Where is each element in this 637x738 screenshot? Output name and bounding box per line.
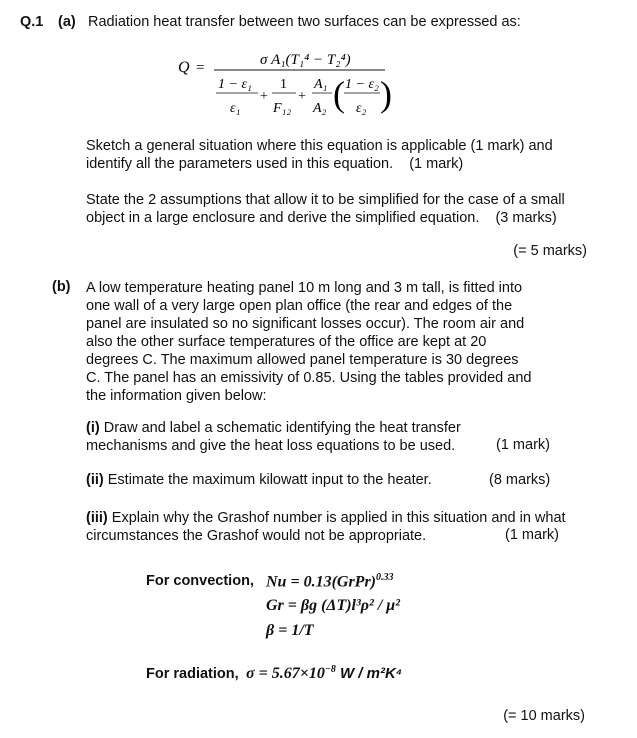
nusselt-equation-body: Nu = 0.13(GrPr) <box>266 573 377 591</box>
term2-numerator: 1 <box>280 77 287 92</box>
item-i-label: (i) <box>86 420 100 436</box>
term3-area-denominator: A₂ <box>313 101 327 116</box>
part-b-total-marks: (= 10 marks) <box>503 708 585 724</box>
term3-emissivity-numerator: 1 − ε₂ <box>345 77 379 92</box>
item-iii-marks: (1 mark) <box>505 527 559 543</box>
equation-lhs: Q <box>178 59 190 76</box>
radiation-equation <box>170 40 410 122</box>
part-a-paragraph-1 <box>86 137 553 173</box>
item-i-line-1: Draw and label a schematic identifying the heat transfer <box>103 420 461 436</box>
stefan-boltzmann-exponent: −8 <box>324 664 336 675</box>
nusselt-exponent: 0.33 <box>376 572 394 583</box>
right-paren: ) <box>380 74 392 114</box>
part-a-paragraph-2-line-2: object in a large enclosure and derive the simplified equation. (3 marks) <box>86 210 557 226</box>
part-a-paragraph-2 <box>86 191 565 227</box>
part-a-label: (a) <box>58 14 76 30</box>
item-i <box>86 419 461 455</box>
part-b-line: A low temperature heating panel 10 m long and 3 m tall, is fitted into <box>86 280 523 296</box>
item-iii-label: (iii) <box>86 510 108 526</box>
item-ii-marks: (8 marks) <box>489 472 551 488</box>
term1-numerator: 1 − ε₁ <box>218 77 252 92</box>
item-ii-text: Estimate the maximum kilowatt input to the heater. <box>107 472 432 488</box>
part-b-label: (b) <box>52 279 71 295</box>
question-number: Q.1 <box>20 14 44 30</box>
item-iii-line-1: Explain why the Grashof number is applied in this situation and in what <box>111 510 566 526</box>
item-ii-label: (ii) <box>86 472 104 488</box>
term2-denominator: F₁₂ <box>273 101 292 116</box>
item-ii <box>86 472 432 488</box>
term3-area-numerator: A₁ <box>314 77 328 92</box>
stefan-boltzmann-units: W / m²K⁴ <box>339 664 403 682</box>
part-b-line: C. The panel has an emissivity of 0.85. Using the tables provided and <box>86 370 532 386</box>
left-paren: ( <box>333 74 345 114</box>
part-b-line: the information given below: <box>86 388 267 404</box>
part-a-paragraph-1-line-2: identify all the parameters used in this equation. (1 mark) <box>86 156 464 172</box>
part-a-total-marks: (= 5 marks) <box>513 243 587 259</box>
term1-denominator: ε₁ <box>230 101 241 116</box>
part-b-line: degrees C. The maximum allowed panel temperature is 30 degrees <box>86 352 519 368</box>
item-i-line-2: mechanisms and give the heat loss equations to be used. <box>86 438 456 454</box>
convection-label: For convection, <box>146 573 254 589</box>
term3-emissivity-denominator: ε₂ <box>356 101 367 116</box>
equation-numerator: σ A₁(T₁⁴ − T₂⁴) <box>260 52 351 68</box>
plus-1: + <box>260 89 268 104</box>
item-i-marks: (1 mark) <box>496 437 550 453</box>
part-b-line: also the other surface temperatures of the office are kept at 20 <box>86 334 487 350</box>
grashof-equation: Gr = βg (ΔT)l³ρ² / μ² <box>266 597 400 614</box>
part-a-paragraph-1-line-1: Sketch a general situation where this equation is applicable (1 mark) and <box>86 138 553 154</box>
plus-2: + <box>298 89 306 104</box>
part-b-paragraph <box>86 279 559 405</box>
part-a-paragraph-2-line-1: State the 2 assumptions that allow it to be simplified for the case of a small <box>86 192 565 208</box>
part-b-line: panel are insulated so no significant losses occur). The room air and <box>86 316 525 332</box>
stefan-boltzmann-body: σ = 5.67×10 <box>246 664 325 682</box>
beta-equation: β = 1/T <box>266 622 314 639</box>
stefan-boltzmann-equation <box>246 664 402 683</box>
radiation-label: For radiation, <box>146 666 239 682</box>
equation-equals: = <box>196 60 205 76</box>
nusselt-equation <box>266 572 394 591</box>
part-b-line: one wall of a very large open plan office (the rear and edges of the <box>86 298 513 314</box>
part-a-intro: Radiation heat transfer between two surfaces can be expressed as: <box>88 14 521 30</box>
item-iii <box>86 509 566 545</box>
item-iii-line-2: circumstances the Grashof would not be appropriate. <box>86 528 427 544</box>
